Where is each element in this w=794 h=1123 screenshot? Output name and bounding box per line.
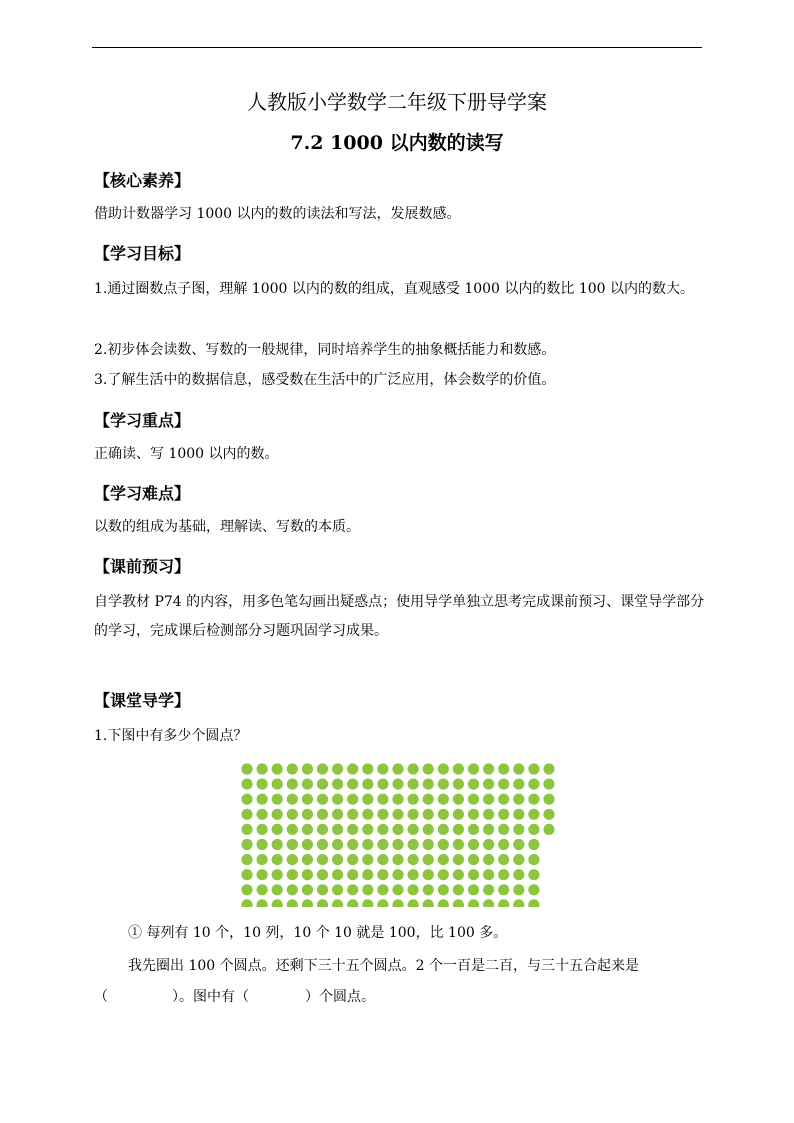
dot <box>257 763 268 774</box>
dot <box>528 899 539 907</box>
dot <box>347 884 358 895</box>
dot <box>287 809 298 820</box>
dot <box>513 794 524 805</box>
dot <box>392 839 403 850</box>
key-points-text: 正确读、写 1000 以内的数。 <box>94 446 279 462</box>
dot <box>392 809 403 820</box>
dot <box>332 899 343 907</box>
dot <box>513 854 524 865</box>
dot <box>377 839 388 850</box>
dot <box>332 839 343 850</box>
classroom-guide-heading: 【课堂导学】 <box>94 691 191 710</box>
dot <box>438 854 449 865</box>
dot <box>408 884 419 895</box>
dot <box>438 794 449 805</box>
dot <box>528 779 539 790</box>
dot <box>272 899 283 907</box>
dot <box>241 839 252 850</box>
dot <box>438 869 449 880</box>
dot <box>392 794 403 805</box>
dot <box>332 824 343 835</box>
dot <box>377 869 388 880</box>
dot <box>347 794 358 805</box>
dot <box>453 763 464 774</box>
dot <box>513 839 524 850</box>
dot <box>241 794 252 805</box>
dot <box>468 899 479 907</box>
dot <box>453 779 464 790</box>
dot <box>483 854 494 865</box>
dot <box>528 824 539 835</box>
dot <box>362 824 373 835</box>
dot <box>498 824 509 835</box>
dot <box>257 884 268 895</box>
dot <box>302 779 313 790</box>
dot <box>332 809 343 820</box>
dot <box>513 884 524 895</box>
dot <box>317 824 328 835</box>
answer-step-1: ① 每列有 10 个，10 列，10 个 10 就是 100，比 100 多。 <box>128 925 508 941</box>
dot <box>241 854 252 865</box>
dot <box>317 794 328 805</box>
dot <box>362 854 373 865</box>
dot <box>408 809 419 820</box>
dot <box>498 839 509 850</box>
dot <box>272 869 283 880</box>
dot <box>362 899 373 907</box>
dot <box>498 854 509 865</box>
dot <box>241 869 252 880</box>
dot <box>272 809 283 820</box>
dot <box>392 899 403 907</box>
dot <box>317 779 328 790</box>
dot <box>287 824 298 835</box>
dot <box>287 899 298 907</box>
dot <box>423 824 434 835</box>
dot <box>317 854 328 865</box>
core-literacy-text: 借助计数器学习 1000 以内的数的读法和写法，发展数感。 <box>94 206 461 222</box>
dot <box>332 779 343 790</box>
dot <box>317 763 328 774</box>
dot <box>468 809 479 820</box>
dot <box>347 809 358 820</box>
dot <box>528 794 539 805</box>
dot <box>468 854 479 865</box>
dot <box>528 809 539 820</box>
dot <box>423 869 434 880</box>
learning-goal-1: 1.通过圈数点子图，理解 1000 以内的数的组成，直观感受 1000 以内的数比 100 以内的数大。 <box>94 281 695 297</box>
dot <box>513 869 524 880</box>
dot <box>317 884 328 895</box>
dot <box>257 854 268 865</box>
dot <box>257 869 268 880</box>
dot <box>483 884 494 895</box>
dot <box>287 884 298 895</box>
dot <box>453 854 464 865</box>
dot <box>483 763 494 774</box>
dot <box>423 884 434 895</box>
dot <box>392 854 403 865</box>
dot <box>302 809 313 820</box>
dot <box>241 809 252 820</box>
dot <box>423 809 434 820</box>
dot <box>498 869 509 880</box>
dot <box>257 824 268 835</box>
answer-step-2-line2 <box>94 983 710 1012</box>
dot <box>423 779 434 790</box>
dot <box>362 779 373 790</box>
dot <box>438 763 449 774</box>
core-literacy-heading: 【核心素养】 <box>94 171 191 190</box>
dot <box>347 854 358 865</box>
dot <box>377 884 388 895</box>
bracket-open: （ <box>94 989 108 1005</box>
dot <box>513 899 524 907</box>
dot <box>362 869 373 880</box>
dot <box>377 854 388 865</box>
dot <box>483 839 494 850</box>
dot <box>347 824 358 835</box>
dot <box>528 869 539 880</box>
dot <box>408 899 419 907</box>
dot <box>347 779 358 790</box>
dot <box>438 899 449 907</box>
dot <box>453 809 464 820</box>
dot <box>408 854 419 865</box>
dot <box>317 869 328 880</box>
dot <box>498 899 509 907</box>
dot <box>468 884 479 895</box>
dot <box>362 794 373 805</box>
dot <box>317 839 328 850</box>
dot <box>332 884 343 895</box>
dot <box>257 839 268 850</box>
bracket-close: ）个圆点。 <box>305 989 375 1005</box>
dot <box>302 884 313 895</box>
dot <box>347 839 358 850</box>
dot <box>423 899 434 907</box>
dot <box>408 763 419 774</box>
dot <box>287 779 298 790</box>
dot <box>498 809 509 820</box>
dot <box>302 794 313 805</box>
dot <box>408 839 419 850</box>
dot <box>272 779 283 790</box>
bracket-mid: ）。图中有（ <box>172 989 249 1005</box>
dot <box>453 794 464 805</box>
dot <box>241 779 252 790</box>
dot <box>377 794 388 805</box>
dot <box>241 899 252 907</box>
dot <box>272 884 283 895</box>
dot <box>408 794 419 805</box>
dot <box>453 884 464 895</box>
dot <box>392 884 403 895</box>
dot <box>453 899 464 907</box>
preview-heading: 【课前预习】 <box>94 557 191 576</box>
dot <box>377 824 388 835</box>
dot <box>362 763 373 774</box>
dot <box>377 779 388 790</box>
key-points-heading: 【学习重点】 <box>94 411 191 430</box>
dot <box>317 899 328 907</box>
dot <box>528 854 539 865</box>
dot <box>317 809 328 820</box>
dot <box>543 809 554 820</box>
dot <box>498 884 509 895</box>
dot <box>408 869 419 880</box>
dot <box>332 854 343 865</box>
dot <box>257 794 268 805</box>
dot <box>438 884 449 895</box>
dot <box>483 779 494 790</box>
header-rule <box>92 47 702 48</box>
dot <box>287 869 298 880</box>
dot <box>468 869 479 880</box>
dot <box>468 779 479 790</box>
dot <box>468 839 479 850</box>
dot <box>528 884 539 895</box>
question-1: 1.下图中有多少个圆点？ <box>94 728 248 744</box>
dot <box>332 763 343 774</box>
dot <box>498 779 509 790</box>
dot <box>513 779 524 790</box>
dot <box>362 884 373 895</box>
dot <box>483 899 494 907</box>
dot <box>257 779 268 790</box>
dot <box>302 763 313 774</box>
dot <box>528 839 539 850</box>
dot <box>241 824 252 835</box>
dot <box>543 779 554 790</box>
lesson-title: 7.2 1000 以内数的读写 <box>290 132 504 154</box>
dot <box>483 809 494 820</box>
dot <box>287 854 298 865</box>
dot <box>302 824 313 835</box>
dot <box>302 899 313 907</box>
dot <box>392 779 403 790</box>
dot <box>453 824 464 835</box>
dot-figure <box>241 763 587 907</box>
dot <box>543 763 554 774</box>
dot <box>241 763 252 774</box>
dot <box>408 824 419 835</box>
difficulties-text: 以数的组成为基础，理解读、写数的本质。 <box>94 519 360 535</box>
dot <box>513 809 524 820</box>
dot <box>438 779 449 790</box>
dot <box>408 779 419 790</box>
dot <box>257 899 268 907</box>
dot <box>302 854 313 865</box>
dot <box>377 763 388 774</box>
dot <box>468 794 479 805</box>
document-title: 人教版小学数学二年级下册导学案 <box>247 90 547 114</box>
dot <box>302 869 313 880</box>
dot <box>438 839 449 850</box>
answer-step-2-line1: 我先圈出 100 个圆点。还剩下三十五个圆点。2 个一百是二百，与三十五合起来是 <box>128 958 639 974</box>
dot <box>453 839 464 850</box>
preview-text: 自学教材 P74 的内容，用多色笔勾画出疑惑点；使用导学单独立思考完成课前预习、课堂导学部分的学习，完成课后检测部分习题巩固学习成果。 <box>94 594 705 639</box>
dot <box>392 869 403 880</box>
dot <box>241 884 252 895</box>
dot <box>468 824 479 835</box>
dot <box>438 809 449 820</box>
dot <box>423 763 434 774</box>
dot <box>362 809 373 820</box>
dot <box>272 763 283 774</box>
dot <box>438 824 449 835</box>
dot <box>377 809 388 820</box>
dot <box>392 763 403 774</box>
learning-goal-2: 2.初步体会读数、写数的一般规律，同时培养学生的抽象概括能力和数感。 <box>94 342 556 358</box>
dot <box>272 794 283 805</box>
dot <box>257 809 268 820</box>
dot <box>483 794 494 805</box>
dot <box>272 824 283 835</box>
dot <box>543 794 554 805</box>
dot <box>423 839 434 850</box>
dot <box>272 854 283 865</box>
dot <box>302 839 313 850</box>
dot <box>513 824 524 835</box>
dot <box>287 763 298 774</box>
learning-goals-heading: 【学习目标】 <box>94 244 191 263</box>
dot <box>453 869 464 880</box>
dot <box>483 869 494 880</box>
dot <box>498 763 509 774</box>
dot <box>272 839 283 850</box>
dot <box>347 869 358 880</box>
dot <box>423 794 434 805</box>
dot <box>528 763 539 774</box>
dot <box>332 869 343 880</box>
dot <box>347 899 358 907</box>
dot <box>498 794 509 805</box>
learning-goal-3: 3.了解生活中的数据信息，感受数在生活中的广泛应用，体会数学的价值。 <box>94 372 556 388</box>
dot <box>377 899 388 907</box>
dot <box>543 824 554 835</box>
dot <box>423 854 434 865</box>
dot <box>362 839 373 850</box>
dot <box>483 824 494 835</box>
dot <box>513 763 524 774</box>
dot <box>287 839 298 850</box>
dot <box>332 794 343 805</box>
dot <box>468 763 479 774</box>
dot <box>347 763 358 774</box>
difficulties-heading: 【学习难点】 <box>94 484 191 503</box>
dot <box>287 794 298 805</box>
dot <box>392 824 403 835</box>
